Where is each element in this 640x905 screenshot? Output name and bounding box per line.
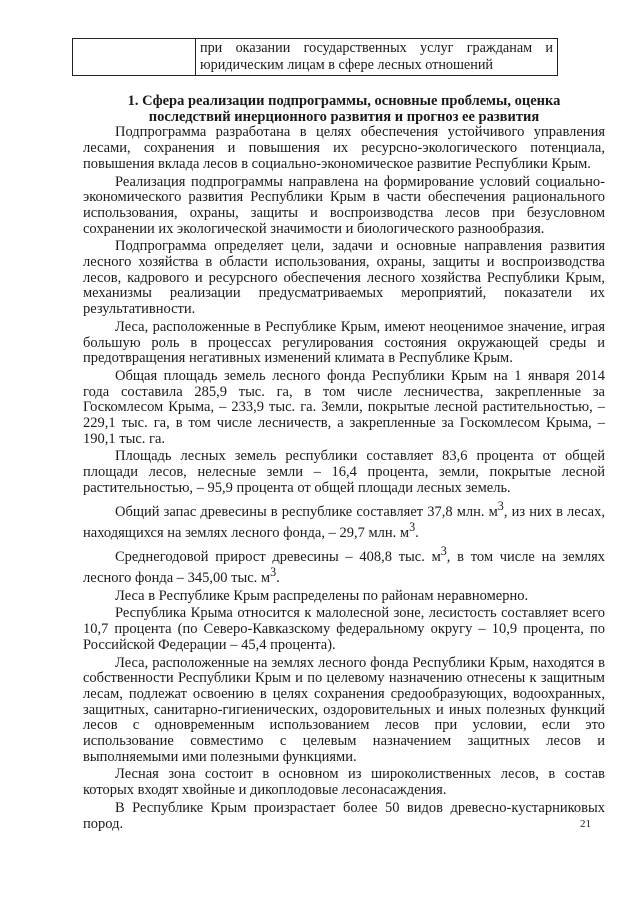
text-fragment: Среднегодовой прирост древесины – 408,8 тыс. м: [115, 548, 441, 565]
paragraph: Республика Крыма относится к малолесной зоне, лесистость составляет всего 10,7 процента (по Северо-Кавказскому федеральному округу – 10,9 процента, по Российской Федерации – 45,4 процента).: [83, 605, 605, 653]
text-fragment: , из них в лесах, находящихся на землях лесного фонда, – 29,7 млн. м: [83, 503, 605, 541]
paragraph: В Республике Крым произрастает более 50 видов древесно-кустарниковых пород.: [83, 799, 605, 832]
superscript: 3: [409, 520, 416, 535]
paragraph: Леса, расположенные на землях лесного фонда Республики Крым, находятся в собственности Республики Крым и по целевому назначению отнесены к защитным лесам, подлежат освоению в целях сохранения средообразующих, водоохранных, защитных, санитарно-гигиенических, оздоровительных и иных полезных функций лесов с одновременным использованием лесов при условии, если это использование совместимо с целевым назначением защитных лесов и выполняемыми ими полезными функциями.: [83, 654, 605, 765]
section-heading-line1: 1. Сфера реализации подпрограммы, основные проблемы, оценка: [127, 93, 561, 109]
text-fragment: .: [415, 524, 419, 541]
document-body: [83, 94, 605, 832]
text-fragment: , в том числе на землях лесного фонда – 345,00 тыс. м: [83, 548, 605, 586]
page-number: 21: [580, 818, 591, 830]
paragraph-wood-growth: [83, 544, 605, 587]
superscript: 3: [440, 543, 447, 558]
paragraph-wood-volume: [83, 499, 605, 542]
text-fragment: .: [276, 570, 280, 586]
table-cell-right: при оказании государственных услуг гражданам и юридическим лицам в сфере лесных отношений: [196, 39, 558, 76]
header-table: [72, 38, 558, 76]
paragraph: Общая площадь земель лесного фонда Республики Крым на 1 января 2014 года составила 285,9 тыс. га, в том числе лесничества, закрепленные за Госкомлесом Крыма, – 233,9 тыс. га. Земли, покрытые лесной растительностью, – 229,1 тыс. га, в том числе лесничеств, а закрепленные за Госкомлесом Крыма, – 190,1 тыс. га.: [83, 367, 605, 447]
table-row: [73, 39, 558, 76]
paragraph: Площадь лесных земель республики составляет 83,6 процента от общей площади лесов, нелесные земли – 16,4 процента, земли, покрытые лесной растительностью, – 95,9 процента от общей площади лесных земель.: [83, 448, 605, 496]
paragraph: Леса, расположенные в Республике Крым, имеют неоценимое значение, играя большую роль в процессах регулирования состояния окружающей среды и предотвращения негативных изменений климата в Республике Крым.: [83, 318, 605, 367]
paragraph: Подпрограмма определяет цели, задачи и основные направления развития лесного хозяйства в области использования, охраны, защиты и воспроизводства лесов, кадрового и ресурсного обеспечения лесного хозяйства Республики Крым, механизмы реализации предусматриваемых мероприятий, показатели их результативности.: [83, 238, 605, 318]
table-cell-left: [73, 39, 196, 76]
section-heading: [83, 94, 605, 125]
paragraph: Подпрограмма разработана в целях обеспечения устойчивого управления лесами, сохранения и повышения их ресурсно-экологического потенциала, повышения вклада лесов в социально-экономическое развитие Республики Крым.: [83, 124, 605, 172]
paragraph: Реализация подпрограммы направлена на формирование условий социально-экономического развития Республики Крым в части обеспечения рационального использования, охраны, защиты и воспроизводства лесов при безусловном сохранении их экологической значимости и биологического разнообразия.: [83, 173, 605, 237]
text-fragment: Общий запас древесины в республике составляет 37,8 млн. м: [115, 503, 498, 520]
superscript: 3: [497, 498, 504, 513]
paragraph: Леса в Республике Крым распределены по районам неравномерно.: [115, 587, 529, 604]
superscript: 3: [270, 565, 277, 580]
paragraph: Лесная зона состоит в основном из широколиственных лесов, в состав которых входят хвойные и дикоплодовые лесонасаждения.: [83, 766, 605, 799]
section-heading-line2: последствий инерционного развития и прогноз ее развития: [148, 108, 540, 125]
